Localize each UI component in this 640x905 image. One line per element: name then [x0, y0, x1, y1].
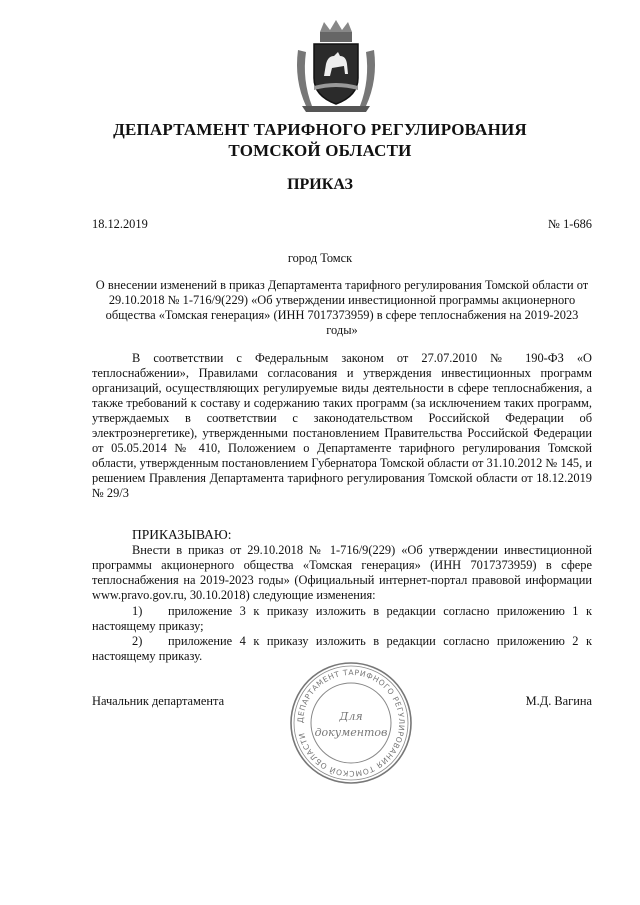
department-name-line1: ДЕПАРТАМЕНТ ТАРИФНОГО РЕГУЛИРОВАНИЯ [113, 120, 527, 139]
tomsk-coat-of-arms-icon [292, 20, 380, 116]
order-number: № 1-686 [548, 217, 592, 231]
city-name: город Томск [287, 251, 353, 265]
preamble-paragraph: В соответствии с Федеральным законом от 27.07.2010 № 190-ФЗ «О теплоснабжении», Правилами согласования и утверждения инвестиционных программ организаций, осуществляющих регулируемые виды деятельности в сфере теплоснабжения, а также требований к составу и содержанию таких программ (за исключением таких программ, утверждаемых в соответствии с законодательством Российской Федерации об электроэнергетике), утвержденными постановлением Правительства Российской Федерации от 05.05.2014 № 410, Положением о Департаменте тарифного регулирования Томской области, утвержденным постановлением Губернатора Томской области от 31.10.2012 № 145, и решением Правления Департамента тарифного регулирования Томской области от 18.12.2019 № 29/3 [92, 351, 592, 500]
stamp-ring-text: ДЕПАРТАМЕНТ ТАРИФНОГО РЕГУЛИРОВАНИЯ ТОМСКОЙ ОБЛАСТИ [295, 667, 407, 779]
list-item-number: 1) [132, 604, 143, 618]
stamp-center-line2: документов [314, 726, 388, 739]
svg-text:ДЕПАРТАМЕНТ ТАРИФНОГО РЕГУЛИРО [296, 668, 406, 778]
list-item-number: 2) [132, 634, 143, 648]
document-type-title: ПРИКАЗ [287, 176, 353, 193]
list-item-text: приложение 4 к приказу изложить в редакции согласно приложению 2 к настоящему приказу. [92, 634, 592, 663]
list-item-text: приложение 3 к приказу изложить в редакции согласно приложению 1 к настоящему приказу; [92, 604, 592, 633]
order-word: ПРИКАЗЫВАЮ: [132, 527, 232, 542]
order-intro-paragraph: Внести в приказ от 29.10.2018 № 1-716/9(229) «Об утверждении инвестиционной программы акционерного общества «Томская генерация» (ИНН 7017373959) в сфере теплоснабжения на 2019-2023 годы» (Официальный интернет-портал правовой информации www.pravo.gov.ru, 30.10.2018) следующие изменения: [92, 543, 592, 602]
list-item [92, 604, 592, 634]
department-name-line2: ТОМСКОЙ ОБЛАСТИ [228, 141, 412, 160]
order-date: 18.12.2019 [92, 217, 148, 231]
order-subject: О внесении изменений в приказ Департамента тарифного регулирования Томской области от 29.10.2018 № 1-716/9(229) «Об утверждении инвестиционной программы акционерного общества «Томская генерация» (ИНН 7017373959) в сфере теплоснабжения на 2019-2023 годы» [95, 278, 589, 337]
stamp-center-line1: Для [339, 710, 363, 723]
signatory-name: М.Д. Вагина [525, 694, 592, 708]
official-stamp-icon [288, 660, 414, 786]
signatory-position: Начальник департамента [92, 694, 225, 708]
